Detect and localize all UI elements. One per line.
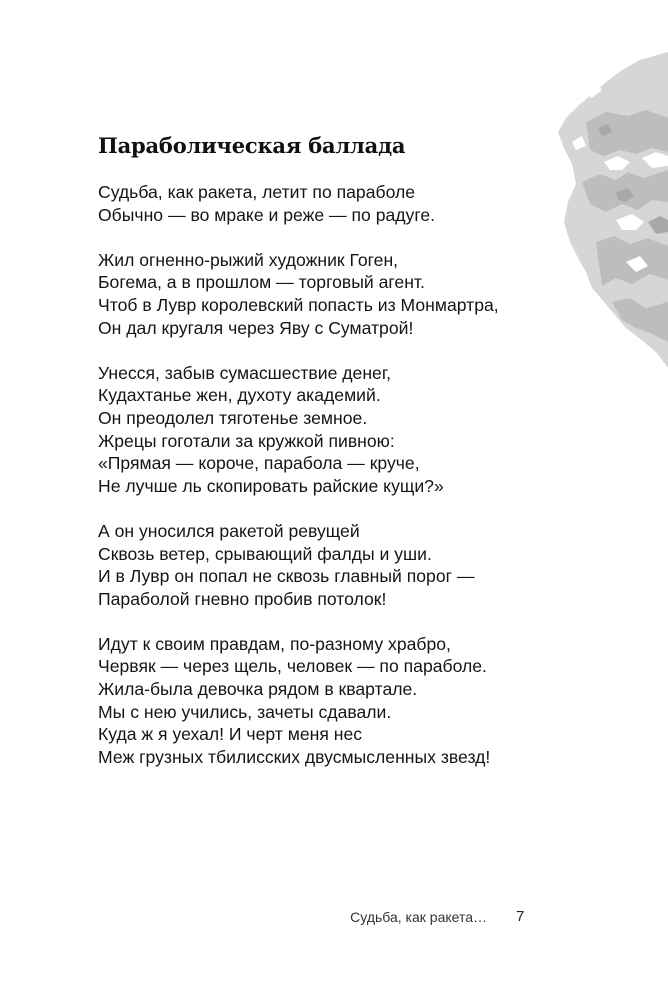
poem-line: А он уносился ракетой ревущей: [98, 520, 360, 541]
poem-line: Унесся, забыв сумасшествие денег,: [98, 362, 391, 383]
stanza: [98, 520, 618, 610]
running-head: Судьба, как ракета…: [350, 909, 487, 925]
poem-line: Жила-была девочка рядом в квартале.: [98, 679, 418, 700]
poem-line: Обычно — во мраке и реже — по радуге.: [98, 204, 436, 225]
poem-line: Параболой гневно пробив потолок!: [98, 588, 387, 609]
page-number: 7: [516, 908, 525, 925]
poem-line: Чтоб в Лувр королевский попасть из Монмартра,: [98, 294, 499, 315]
poem-line: Судьба, как ракета, летит по параболе: [98, 182, 416, 202]
stanza: [98, 633, 618, 769]
poem-line: Куда ж я уехал! И черт меня нес: [98, 724, 363, 745]
poem-line: Жрецы гоготали за кружкой пивною:: [98, 430, 395, 451]
poem-line: Сквозь ветер, срывающий фалды и уши.: [98, 543, 432, 564]
poem-line: Меж грузных тбилисских двусмысленных звезд!: [98, 746, 491, 767]
poem-line: Не лучше ль скопировать райские кущи?»: [98, 475, 444, 496]
stanza: [98, 181, 618, 226]
poem-line: Он преодолел тяготенье земное.: [98, 407, 368, 428]
poem-line: Кудахтанье жен, духоту академий.: [98, 385, 381, 406]
poem-line: «Прямая — короче, парабола — круче,: [98, 453, 420, 474]
poem-line: И в Лувр он попал не сквозь главный порог —: [98, 566, 475, 587]
stanza: [98, 362, 618, 498]
poem-line: Идут к своим правдам, по-разному храбро,: [98, 633, 451, 654]
poem-line: Жил огненно-рыжий художник Гоген,: [98, 249, 399, 270]
poem-body: [98, 181, 618, 791]
poem-line: Червяк — через щель, человек — по параболе.: [98, 656, 487, 677]
poem-title: Параболическая баллада: [98, 133, 406, 158]
poem-line: Мы с нею учились, зачеты сдавали.: [98, 701, 392, 722]
poem-line: Он дал кругаля через Яву с Суматрой!: [98, 317, 414, 338]
poem-line: Богема, а в прошлом — торговый агент.: [98, 272, 425, 293]
stanza: [98, 249, 618, 339]
